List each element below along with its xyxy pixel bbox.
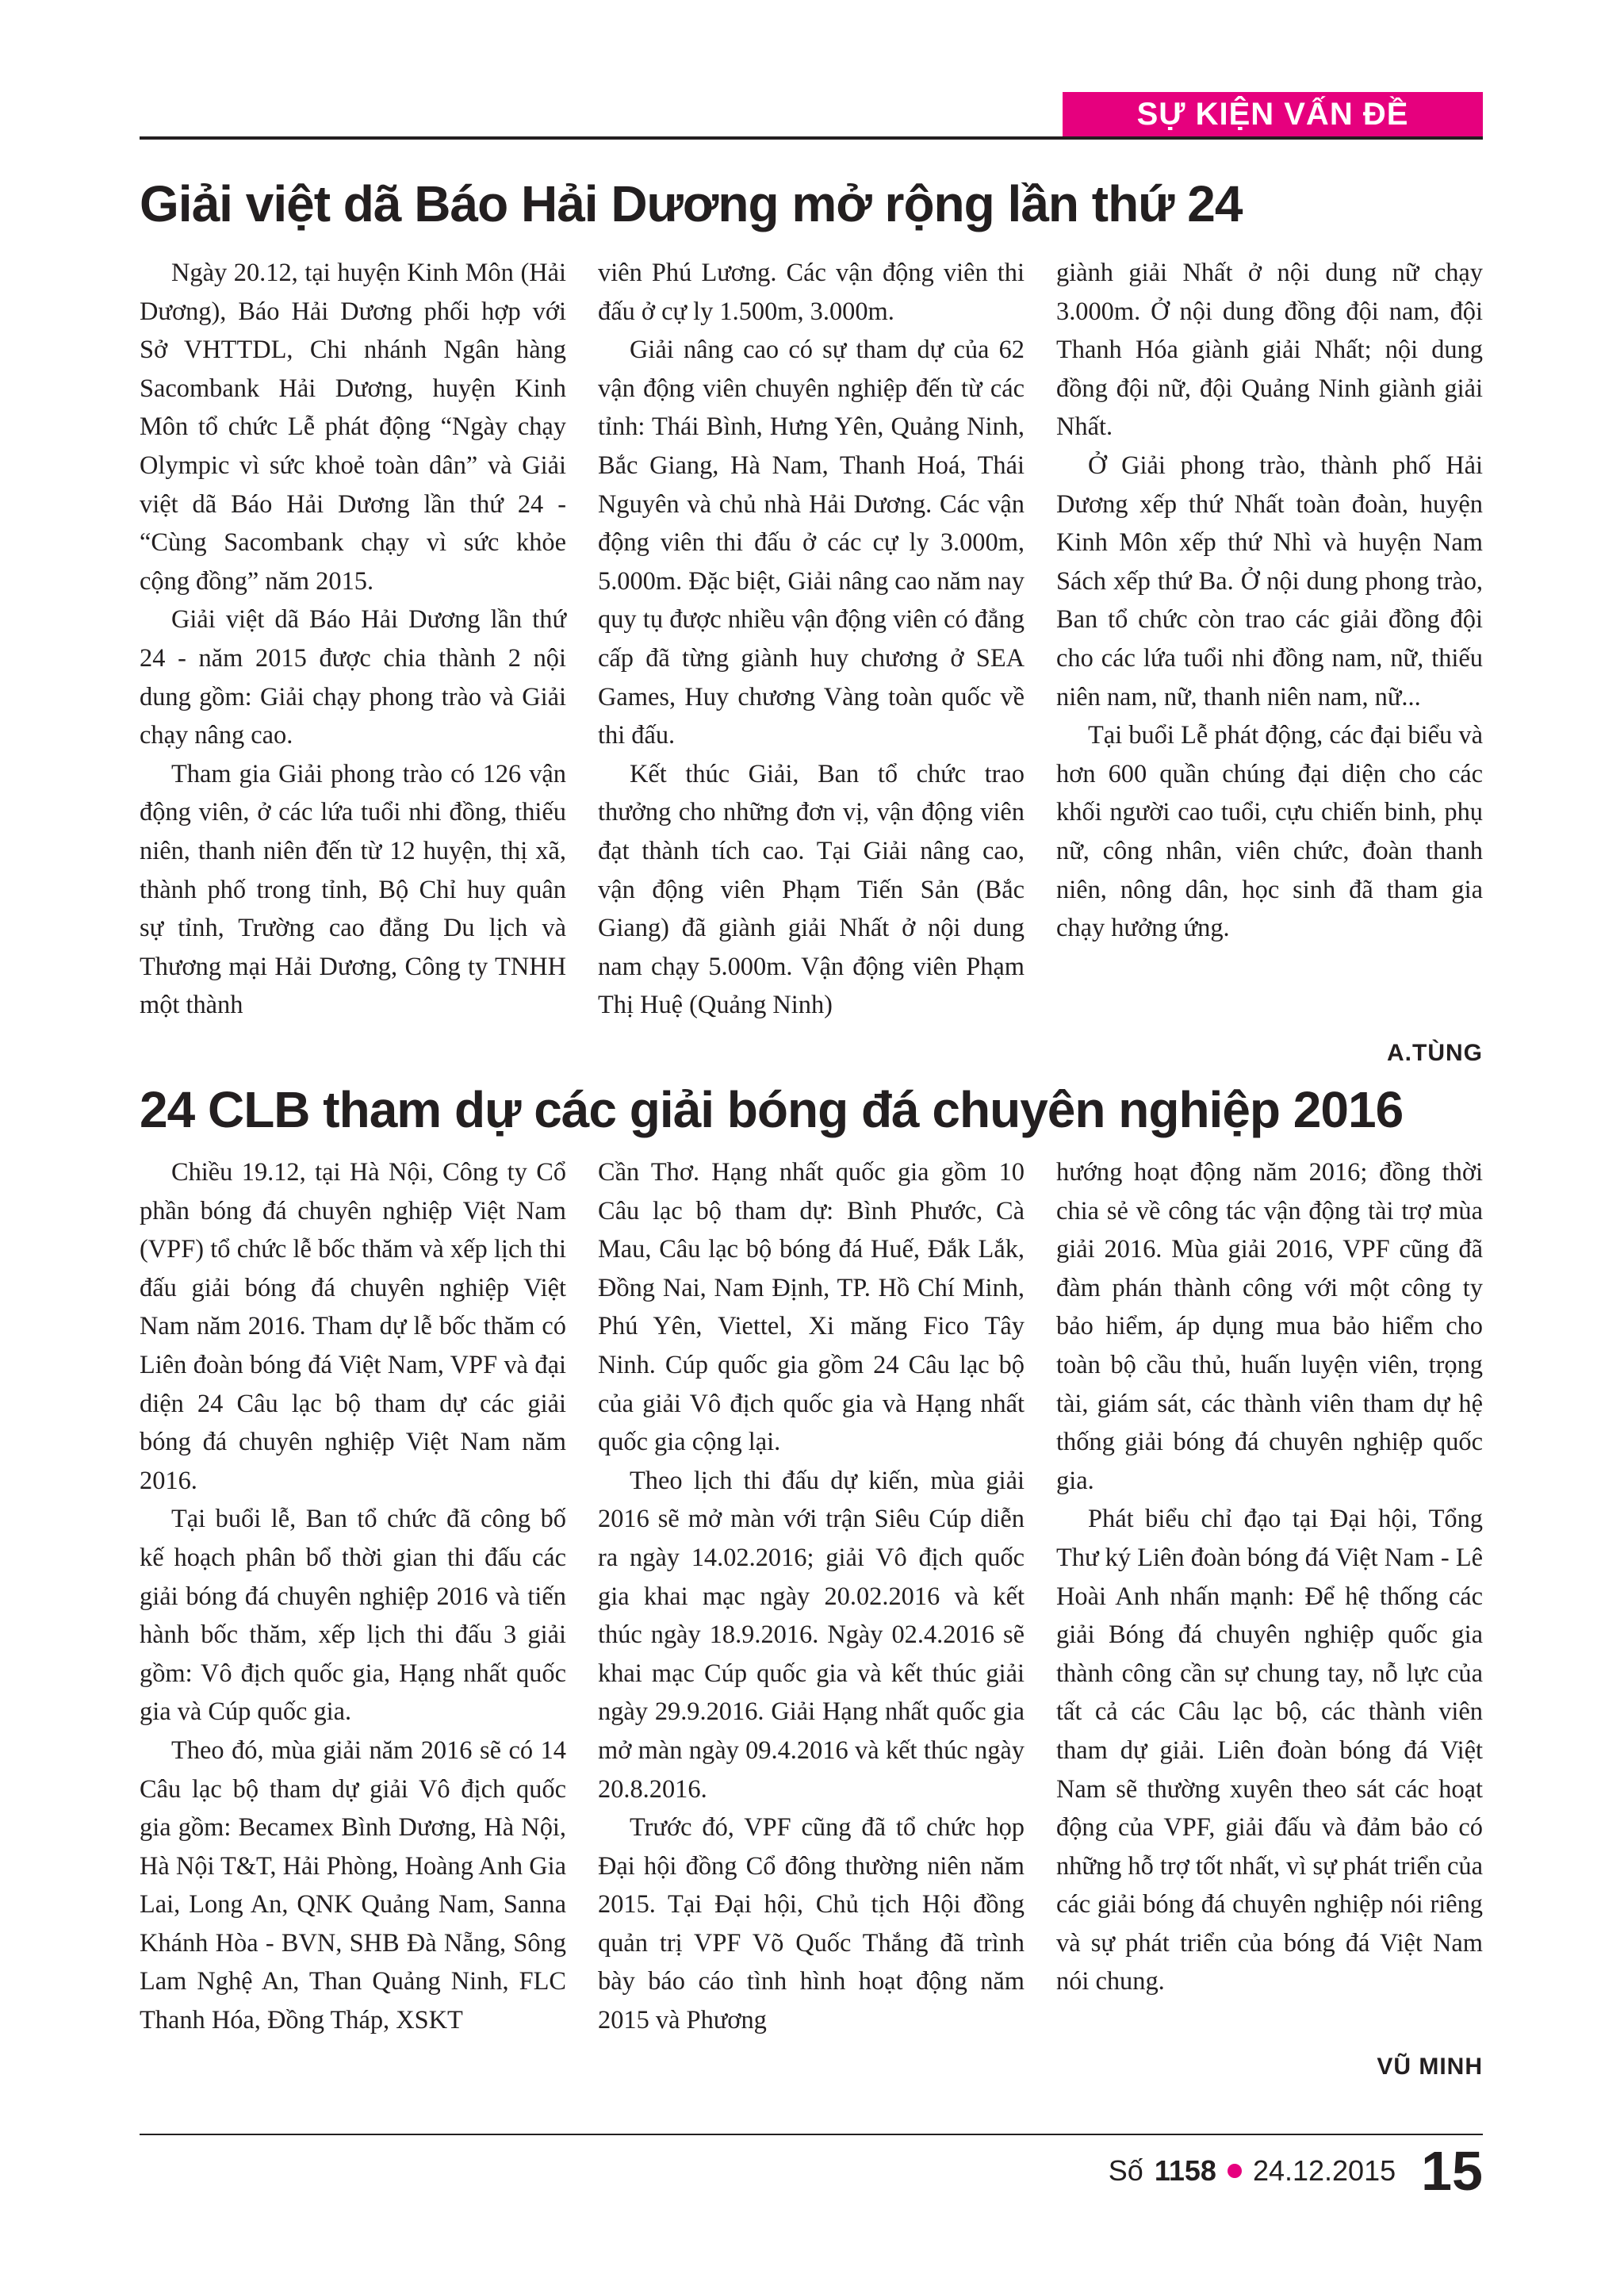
paragraph: giành giải Nhất ở nội dung nữ chạy 3.000m. Ở nội dung đồng đội nam, đội Thanh Hóa giành giải Nhất; nội dung đồng đội nữ, đội Quảng Ninh giành giải Nhất. [1056,259,1483,442]
paragraph: Cần Thơ. Hạng nhất quốc gia gồm 10 Câu lạc bộ tham dự: Bình Phước, Cà Mau, Câu lạc bộ bóng đá Huế, Đắk Lắk, Đồng Nai, Nam Định, TP. Hồ Chí Minh, Phú Yên, Viettel, Xi măng Fico Tây Ninh. Cúp quốc gia gồm 24 Câu lạc bộ của giải Vô địch quốc gia và Hạng nhất quốc gia cộng lại. [598,1158,1025,1457]
paragraph: Theo đó, mùa giải năm 2016 sẽ có 14 Câu lạc bộ tham dự giải Vô địch quốc gia gồm: Becamex Bình Dương, Hà Nội, Hà Nội T&T, Hải Phòng, Hoàng Anh Gia Lai, Long An, QNK Quảng Nam, Sanna Khánh Hòa - BVN, SHB Đà Nẵng, Sông Lam Nghệ An, Than Quảng Ninh, FLC Thanh Hóa, Đồng Tháp, XSKT [140,1735,566,2035]
paragraph: Ở Giải phong trào, thành phố Hải Dương xếp thứ Nhất toàn đoàn, huyện Kinh Môn xếp thứ Nhì và huyện Nam Sách xếp thứ Ba. Ở nội dung phong trào, Ban tổ chức còn trao các giải đồng đội cho các lứa tuổi nhi đồng nam, nữ, thiếu niên nam, nữ, thanh niên nam, nữ... [1056,451,1483,711]
article-1-column-2 [598,254,1025,1076]
issue-label: Số [1108,2154,1143,2187]
paragraph: Tham gia Giải phong trào có 126 vận động viên, ở các lứa tuổi nhi đồng, thiếu niên, thanh niên đến từ 12 huyện, thị xã, thành phố trong tỉnh, Bộ Chỉ huy quân sự tỉnh, Trường cao đẳng Du lịch và Thương mại Hải Dương, Công ty TNHH một thành [140,759,566,1020]
paragraph: Giải việt dã Báo Hải Dương lần thứ 24 - năm 2015 được chia thành 2 nội dung gồm: Giải chạy phong trào và Giải chạy nâng cao. [140,605,566,750]
paragraph: Trước đó, VPF cũng đã tổ chức họp Đại hội đồng Cổ đông thường niên năm 2015. Tại Đại hội, Chủ tịch Hội đồng quản trị VPF Võ Quốc Thắng đã trình bày báo cáo tình hình hoạt động năm 2015 và Phương [598,1813,1025,2035]
issue-number: 1158 [1154,2154,1216,2187]
paragraph: viên Phú Lương. Các vận động viên thi đấu ở cự ly 1.500m, 3.000m. [598,259,1025,326]
article-2-column-1 [140,1153,566,2104]
article-1-byline: A.TÙNG [1387,1040,1483,1066]
article-2-byline: VŨ MINH [1377,2054,1483,2080]
paragraph: Chiều 19.12, tại Hà Nội, Công ty Cổ phần bóng đá chuyên nghiệp Việt Nam (VPF) tổ chức lễ bốc thăm và xếp lịch thi đấu giải bóng đá chuyên nghiệp Việt Nam năm 2016. Tham dự lễ bốc thăm có Liên đoàn bóng đá Việt Nam, VPF và đại diện 24 Câu lạc bộ tham dự các giải bóng đá chuyên nghiệp Việt Nam năm 2016. [140,1158,566,1495]
article-2-column-2 [598,1153,1025,2104]
issue-date: 24.12.2015 [1252,2154,1396,2187]
paragraph: Phát biểu chỉ đạo tại Đại hội, Tổng Thư ký Liên đoàn bóng đá Việt Nam - Lê Hoài Anh nhấn mạnh: Để hệ thống các giải Bóng đá chuyên nghiệp quốc gia thành công cần sự chung tay, nỗ lực của tất cả các Câu lạc bộ, các thành viên tham dự giải. Liên đoàn bóng đá Việt Nam sẽ thường xuyên theo sát các hoạt động của VPF, giải đấu và đảm bảo có những hỗ trợ tốt nhất, vì sự phát triển của các giải bóng đá chuyên nghiệp nói riêng và sự phát triển của bóng đá Việt Nam nói chung. [1056,1505,1484,1996]
article-2-headline: 24 CLB tham dự các giải bóng đá chuyên nghiệp 2016 [140,1081,1404,1138]
top-rule [140,136,1483,140]
page-footer [1109,2135,1483,2207]
article-1-column-1 [140,254,566,1076]
paragraph: hướng hoạt động năm 2016; đồng thời chia sẻ về công tác vận động tài trợ mùa giải 2016. Mùa giải 2016, VPF cũng đã đàm phán thành công với một công ty bảo hiểm, áp dụng mua bảo hiểm cho toàn bộ cầu thủ, huấn luyện viên, trọng tài, giám sát, các thành viên tham dự hệ thống giải bóng đá chuyên nghiệp quốc gia. [1056,1158,1483,1495]
page-number: 15 [1421,2140,1483,2202]
section-tag: SỰ KIỆN VẤN ĐỀ [1063,92,1483,136]
paragraph: Tại buổi lễ, Ban tổ chức đã công bố kế hoạch phân bổ thời gian thi đấu các giải bóng đá chuyên nghiệp 2016 và tiến hành bốc thăm, xếp lịch thi đấu 3 giải gồm: Vô địch quốc gia, Hạng nhất quốc gia và Cúp quốc gia. [140,1505,566,1727]
paragraph: Tại buổi Lễ phát động, các đại biểu và hơn 600 quần chúng đại diện cho các khối người cao tuổi, cựu chiến binh, phụ nữ, công nhân, viên chức, đoàn thanh niên, nông dân, học sinh đã tham gia chạy hưởng ứng. [1056,721,1483,943]
article-1-headline: Giải việt dã Báo Hải Dương mở rộng lần thứ 24 [140,175,1243,232]
paragraph: Kết thúc Giải, Ban tổ chức trao thưởng cho những đơn vị, vận động viên đạt thành tích cao. Tại Giải nâng cao, vận động viên Phạm Tiến Sản (Bắc Giang) đã giành giải Nhất ở nội dung nam chạy 5.000m. Vận động viên Phạm Thị Huệ (Quảng Ninh) [598,759,1025,1020]
paragraph: Ngày 20.12, tại huyện Kinh Môn (Hải Dương), Báo Hải Dương phối hợp với Sở VHTTDL, Chi nhánh Ngân hàng Sacombank Hải Dương, huyện Kinh Môn tổ chức Lễ phát động “Ngày chạy Olympic vì sức khoẻ toàn dân” và Giải việt dã Báo Hải Dương lần thứ 24 - “Cùng Sacombank chạy vì sức khỏe cộng đồng” năm 2015. [140,259,566,596]
paragraph: Theo lịch thi đấu dự kiến, mùa giải 2016 sẽ mở màn với trận Siêu Cúp diễn ra ngày 14.02.2016; giải Vô địch quốc gia khai mạc ngày 20.02.2016 và kết thúc ngày 18.9.2016. Ngày 02.4.2016 sẽ khai mạc Cúp quốc gia và kết thúc giải ngày 29.9.2016. Giải Hạng nhất quốc gia mở màn ngày 09.4.2016 và kết thúc ngày 20.8.2016. [598,1466,1025,1804]
article-1-column-3 [1056,254,1483,1076]
bullet-dot-icon [1228,2164,1242,2178]
article-2-column-3 [1056,1153,1483,2104]
paragraph: Giải nâng cao có sự tham dự của 62 vận động viên chuyên nghiệp đến từ các tỉnh: Thái Bình, Hưng Yên, Quảng Ninh, Bắc Giang, Hà Nam, Thanh Hoá, Thái Nguyên và chủ nhà Hải Dương. Các vận động viên thi đấu ở các cự ly 3.000m, 5.000m. Đặc biệt, Giải nâng cao năm nay quy tụ được nhiều vận động viên có đẳng cấp đã từng giành huy chương ở SEA Games, Huy chương Vàng toàn quốc về thi đấu. [598,336,1025,750]
